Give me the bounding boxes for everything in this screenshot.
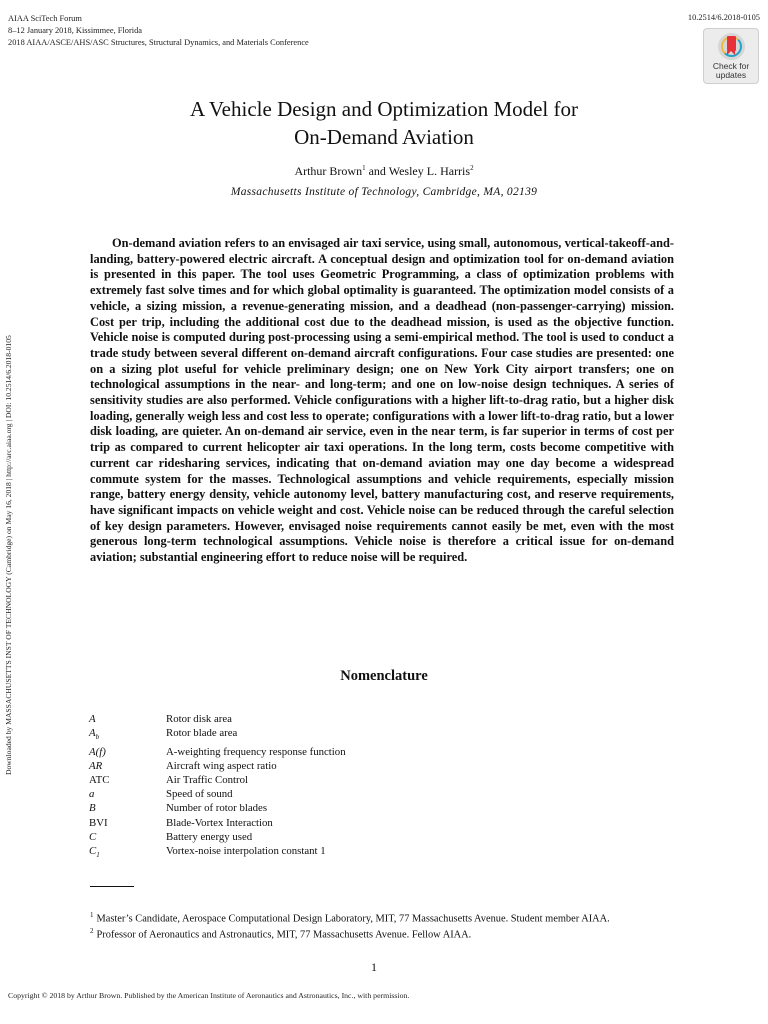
nomenclature-symbol: ATC (89, 773, 110, 786)
nomenclature-symbol: a (89, 788, 95, 801)
nomenclature-symbol: BVI (89, 816, 108, 829)
doi-text[interactable]: 10.2514/6.2018-0105 (687, 13, 760, 22)
author-name: Arthur Brown (294, 164, 363, 178)
nomenclature-meaning: Rotor disk area (166, 713, 232, 725)
footnote-rule (90, 886, 134, 887)
title-line: On-Demand Aviation (294, 125, 474, 149)
abstract: On-demand aviation refers to an envisaged air taxi service, using small, autonomous, vertical-takeoff-and-landing, battery-powered electric aircraft. A conceptual design and optimization tool for on-demand aviation is presented in this paper. The tool uses Geometric Programming, a class of optimization problems with extremely fast solve times and for which global optimality is guaranteed. The optimization model consists of a vehicle, a sizing mission, a revenue-generating mission, and a deadhead (non-passenger-carrying) mission. Cost per trip, including the additional cost due to the deadhead mission, is used as the objective function. Vehicle noise is computed during post-processing using a semi-empirical method. The tool is used to conduct a trade study between several different on-demand aircraft configurations. Four case studies are presented: one on a sizing plot useful for vehicle preliminary design; one on New York City airport transfers; one on technological assumptions in the near- and long-term; and one on low-noise design techniques. A series of sensitivity studies are also performed. Vehicle configurations with a higher lift-to-drag ratio, but a higher disk loading, generally weigh less and cost less to operate; configurations with a lower lift-to-drag ratio, but a lower disk loading, are quieter. An on-demand air service, even in the near term, is far superior in terms of cost per trip as compared to current helicopter air taxi operations. In the long term, costs become competitive with current car ridesharing services, indicating that on-demand aviation may one day become a widespread commute system for the masses. Technological assumptions and vehicle requirements, especially mission range, battery energy density, vehicle autonomy level, battery manufacturing cost, and reserve requirements, have significant impacts on vehicle weight and cost. Vehicle noise can be reduced through the careful selection of key design parameters. However, envisaged noise requirements cannot easily be met, even with the most generous long-term technological assumptions. Vehicle noise is therefore a critical issue for on-demand aviation; substantial engineering effort to reduce noise will be required. (90, 236, 674, 565)
nomenclature-meaning: Vortex-noise interpolation constant 1 (166, 844, 326, 857)
header-line: 2018 AIAA/ASCE/AHS/ASC Structures, Structural Dynamics, and Materials Conference (8, 38, 309, 47)
nomenclature-meaning: Battery energy used (166, 830, 253, 843)
nomenclature-heading: Nomenclature (340, 668, 428, 684)
nomenclature-row (89, 745, 589, 759)
affiliation: Massachusetts Institute of Technology, Cambridge, MA, 02139 (230, 186, 538, 198)
nomenclature-symbol: $C_1$ (89, 844, 100, 860)
nomenclature-row (89, 726, 589, 744)
header-line: AIAA SciTech Forum (8, 14, 82, 23)
header-line: 8–12 January 2018, Kissimmee, Florida (8, 26, 142, 35)
nomenclature-row (89, 830, 589, 844)
nomenclature-symbol: AR (89, 759, 103, 772)
copyright-notice: Copyright © 2018 by Arthur Brown. Published by the American Institute of Aeronautics and Astronautics, Inc., with permission. (8, 991, 410, 1000)
author-name: Wesley L. Harris (388, 164, 471, 178)
check-for-updates-badge[interactable] (703, 28, 759, 84)
nomenclature-meaning: Aircraft wing aspect ratio (166, 759, 277, 772)
footnote-text: Professor of Aeronautics and Astronautics, MIT, 77 Massachusetts Avenue. Fellow AIAA. (96, 929, 472, 941)
nomenclature-row (89, 773, 589, 787)
conference-header (8, 13, 309, 49)
nomenclature-table (89, 712, 589, 862)
footnote (90, 925, 610, 941)
nomenclature-meaning: Rotor blade area (166, 727, 238, 740)
nomenclature-meaning: Number of rotor blades (166, 802, 268, 815)
nomenclature-symbol: A(f) (89, 745, 106, 758)
nomenclature-meaning: Air Traffic Control (166, 773, 248, 786)
badge-label: Check for updates (712, 61, 750, 80)
footnote-mark: 2 (90, 927, 94, 936)
nomenclature-meaning: Speed of sound (166, 788, 233, 801)
paper-title (0, 95, 768, 151)
footnotes (90, 909, 610, 942)
nomenclature-row (89, 759, 589, 773)
nomenclature-symbol: B (89, 802, 96, 815)
footnote-mark: 2 (470, 164, 474, 172)
nomenclature-row (89, 801, 589, 815)
footnote-mark: 1 (90, 911, 94, 919)
nomenclature-row (89, 712, 589, 726)
footnote-mark: 1 (362, 164, 366, 172)
nomenclature-row (89, 787, 589, 801)
nomenclature-meaning: Blade-Vortex Interaction (166, 816, 273, 829)
nomenclature-meaning: A-weighting frequency response function (166, 745, 346, 758)
title-line: A Vehicle Design and Optimization Model for (189, 97, 579, 121)
authors (0, 164, 768, 179)
nomenclature-symbol: $A_b$ (89, 727, 100, 742)
nomenclature-row (89, 816, 589, 830)
nomenclature-symbol: A (89, 713, 96, 725)
nomenclature-row (89, 844, 589, 862)
crossmark-icon (718, 33, 745, 60)
footnote (90, 909, 610, 925)
footnote-text: Master’s Candidate, Aerospace Computational Design Laboratory, MIT, 77 Massachusetts Avenue. Student member AIAA. (96, 913, 610, 925)
page-number: 1 (371, 960, 377, 974)
author-conjunction: and (365, 164, 389, 178)
nomenclature-symbol: C (89, 830, 97, 843)
download-sidebar-text: Downloaded by MASSACHUSETTS INST OF TECHNOLOGY (Cambridge) on May 16, 2018 | http://arc.aiaa.org | DOI: 10.2514/6.2018-0105 (4, 335, 13, 775)
